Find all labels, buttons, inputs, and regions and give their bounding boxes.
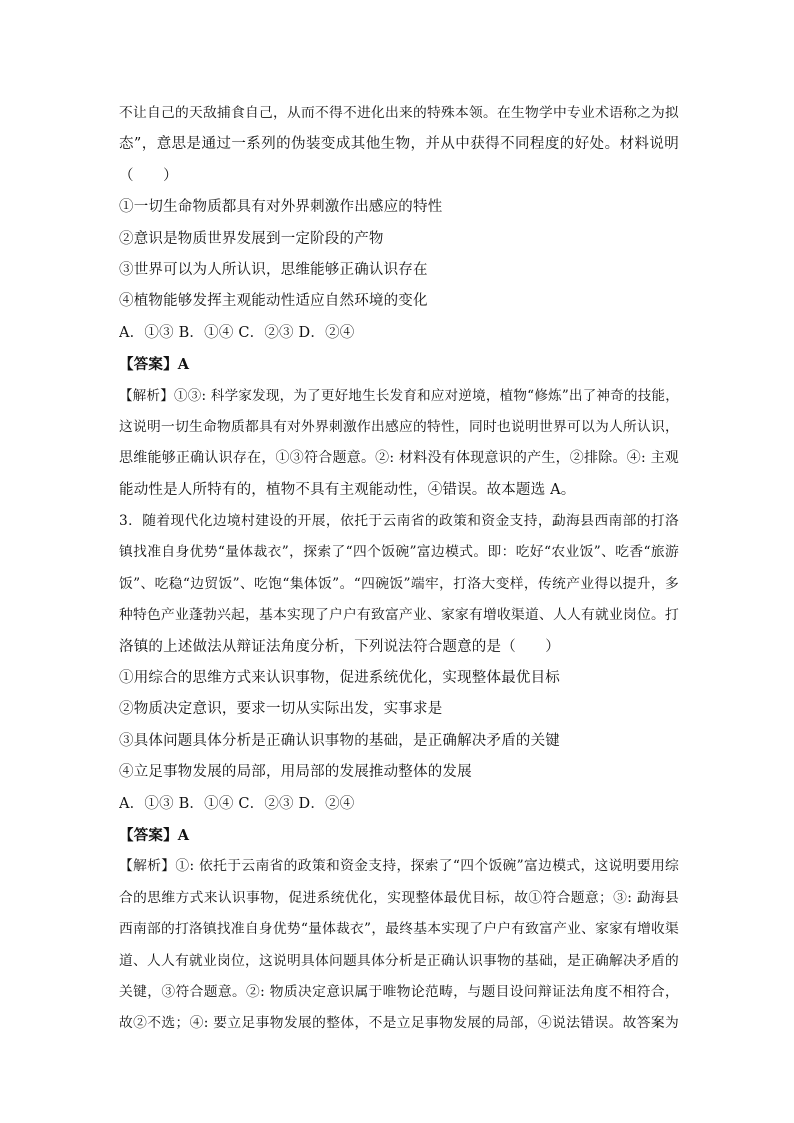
question-line: 饭”、吃稳“边贸饭”、吃饱“集体饭”。“四碗饭”端牢，打洛大变样，传统产业得以提升，多: [119, 575, 679, 592]
question-line: 种特色产业蓬勃兴起，基本实现了户户有致富产业、家家有增收渠道、人人有就业岗位。打: [119, 607, 679, 624]
analysis-line: 故②不选；④: 要立足事物发展的整体，不是立足事物发展的局部，④说法错误。故答案为: [119, 1015, 679, 1032]
choice-options: A．①③ B．①④ C．②③ D．②④: [119, 795, 355, 812]
document-body: [119, 98, 679, 1040]
option-statement-4: ④植物能够发挥主观能动性适应自然环境的变化: [119, 293, 428, 310]
answer-blank: （ ）: [119, 167, 178, 184]
analysis-line: 这说明一切生命物质都具有对外界刺激作出感应的特性，同时也说明世界可以为人所认识，: [119, 418, 679, 435]
answer-label: 【答案】A: [119, 356, 190, 374]
analysis-line: 西南部的打洛镇找准自身优势“量体裁衣”，最终基本实现了户户有致富产业、家家有增收渠: [119, 921, 679, 938]
paragraph-line: 不让自己的天敌捕食自己，从而不得不进化出来的特殊本领。在生物学中专业术语称之为拟: [119, 105, 679, 121]
analysis-line: 【解析】①: 依托于云南省的政策和资金支持，探索了“四个饭碗”富边模式，这说明要用综: [119, 858, 679, 875]
option-statement-1: ①用综合的思维方式来认识事物，促进系统优化，实现整体最优目标: [119, 670, 560, 687]
question-line: 洛镇的上述做法从辩证法角度分析，下列说法符合题意的是（ ）: [119, 638, 560, 655]
option-statement-2: ②物质决定意识，要求一切从实际出发，实事求是: [119, 701, 443, 718]
analysis-line: 能动性是人所特有的，植物不具有主观能动性，④错误。故本题选 A。: [119, 481, 576, 498]
option-statement-3: ③具体问题具体分析是正确认识事物的基础，是正确解决矛盾的关键: [119, 732, 560, 749]
option-statement-3: ③世界可以为人所认识，思维能够正确认识存在: [119, 261, 428, 278]
option-statement-2: ②意识是物质世界发展到一定阶段的产物: [119, 230, 384, 247]
answer-label: 【答案】A: [119, 826, 190, 844]
analysis-line: 关键，③符合题意。②: 物质决定意识属于唯物论范畴，与题目设问辩证法角度不相符合，: [119, 983, 679, 1000]
analysis-line: 合的思维方式来认识事物，促进系统优化，实现整体最优目标，故①符合题意；③: 勐海县: [119, 889, 679, 906]
question-line: 镇找准自身优势“量体裁衣”，探索了“四个饭碗”富边模式。即：吃好“农业饭”、吃香“旅游: [119, 544, 679, 561]
analysis-line: 道、人人有就业岗位，这说明具体问题具体分析是正确认识事物的基础，是正确解决矛盾的: [119, 952, 679, 969]
question-line: 3．随着现代化边境村建设的开展，依托于云南省的政策和资金支持，勐海县西南部的打洛: [119, 513, 679, 530]
choice-options: A．①③ B．①④ C．②③ D．②④: [119, 324, 355, 341]
analysis-line: 【解析】①③: 科学家发现，为了更好地生长发育和应对逆境，植物“修炼”出了神奇的技能，: [119, 387, 679, 404]
option-statement-1: ①一切生命物质都具有对外界刺激作出感应的特性: [119, 199, 443, 216]
option-statement-4: ④立足事物发展的局部，用局部的发展推动整体的发展: [119, 764, 472, 781]
paragraph-line: 态”，意思是通过一系列的伪装变成其他生物，并从中获得不同程度的好处。材料说明: [119, 136, 679, 153]
analysis-line: 思维能够正确认识存在，①③符合题意。②: 材料没有体现意识的产生，②排除。④: 主观: [119, 450, 679, 467]
